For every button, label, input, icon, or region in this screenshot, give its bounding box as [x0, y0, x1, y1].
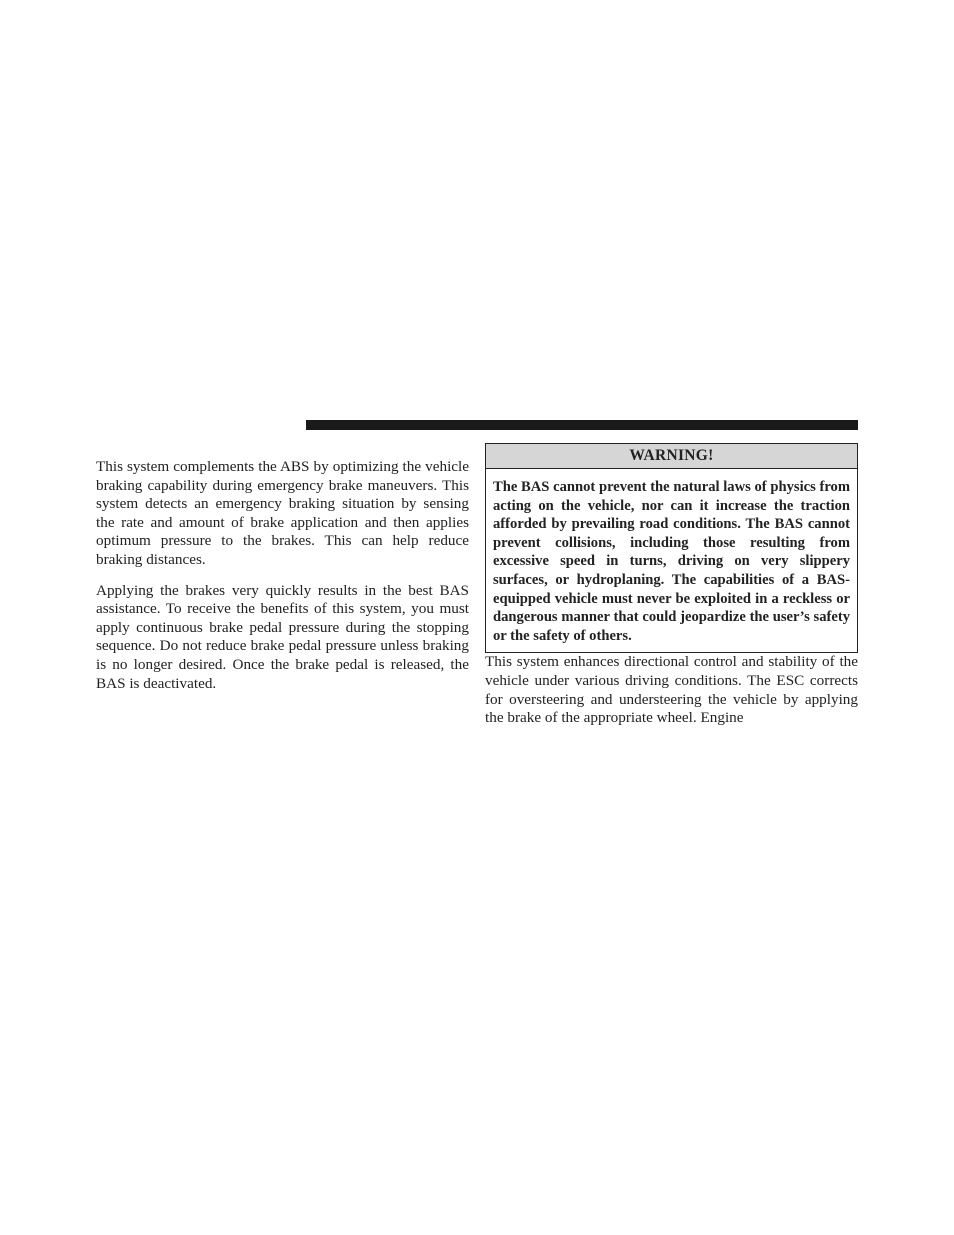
bas-description-paragraph: This system complements the ABS by optimizing the vehicle braking capability during emergency brake maneuvers. This system detects an emergency braking situation by sensing the rate and amount of brake application and then applies optimum pressure to the brakes. This can help reduce braking distances. — [96, 458, 469, 568]
warning-title: WARNING! — [486, 444, 857, 469]
warning-box — [485, 443, 858, 653]
bas-usage-paragraph: Applying the brakes very quickly results in the best BAS assistance. To receive the benefits of this system, you must apply continuous brake pedal pressure during the stopping sequence. Do not reduce brake pedal pressure unless braking is no longer desired. Once the brake pedal is released, the BAS is deactivated. — [96, 581, 469, 692]
section-header-rule — [306, 420, 858, 430]
esc-description-paragraph: This system enhances directional control and stability of the vehicle under various driving conditions. The ESC corrects for oversteering and understeering the vehicle by applying the brake of the appropriate wheel. Engine — [485, 653, 858, 727]
warning-text: The BAS cannot prevent the natural laws of physics from acting on the vehicle, nor can it increase the traction afforded by prevailing road conditions. The BAS cannot prevent collisions, including those resulting from excessive speed in turns, driving on very slippery surfaces, or hydroplaning. The capabilities of a BAS-equipped vehicle must never be exploited in a reckless or dangerous manner that could jeopardize the user’s safety or the safety of others. — [493, 479, 850, 644]
left-column — [96, 458, 469, 705]
right-column — [485, 443, 858, 740]
